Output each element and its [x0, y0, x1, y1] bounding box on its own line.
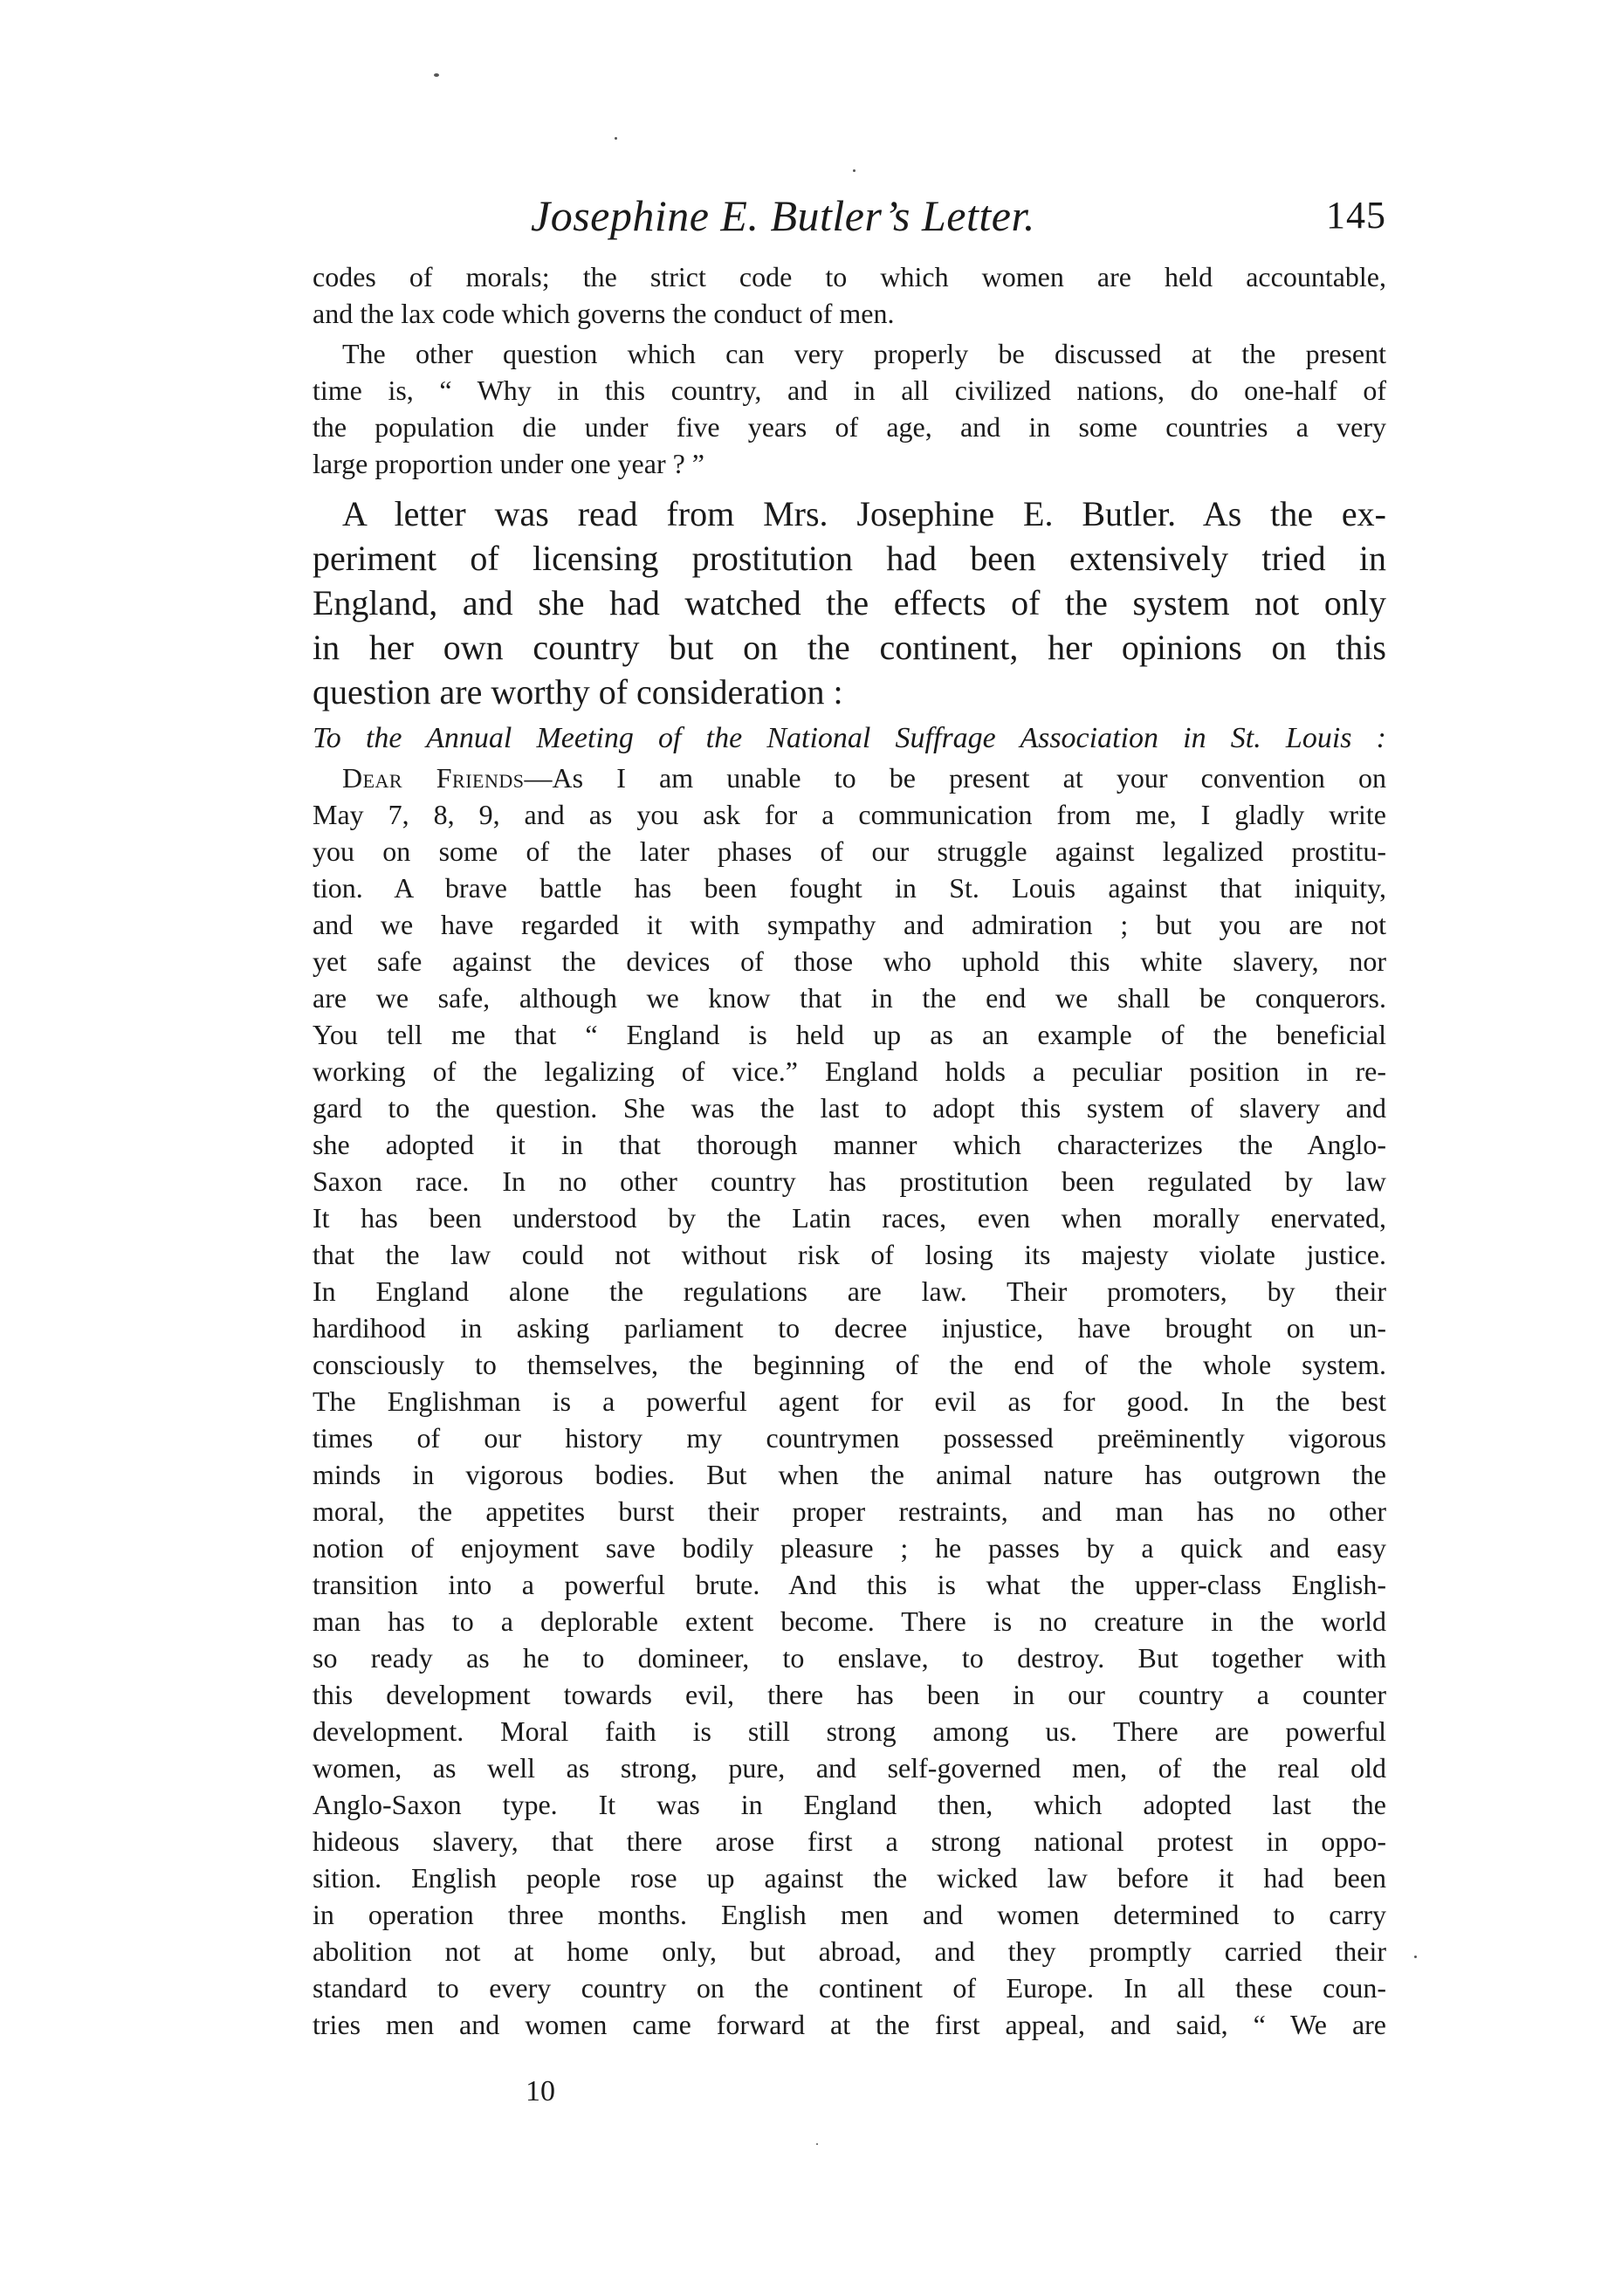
text-line: times of our history my countrymen possessed preëminently vigorous — [313, 1422, 1386, 1454]
running-title: Josephine E. Butler’s Letter. — [531, 191, 1035, 240]
text-line: tion. A brave battle has been fought in St. Louis against that iniquity, — [313, 872, 1386, 904]
text-line: hideous slavery, that there arose first a strong national protest in oppo- — [313, 1825, 1386, 1857]
text-line: you on some of the later phases of our struggle against legalized prostitu- — [313, 835, 1386, 867]
letter-body — [313, 760, 1386, 2043]
text-line: women, as well as strong, pure, and self-governed men, of the real old — [313, 1752, 1386, 1784]
page-number: 145 — [1326, 194, 1386, 237]
text-line: standard to every country on the continent of Europe. In all these coun- — [313, 1972, 1386, 2004]
text-line: time is, “ Why in this country, and in all civilized nations, do one-half of — [313, 375, 1386, 406]
text-line: question are worthy of consideration : — [313, 672, 843, 711]
text-line: You tell me that “ England is held up as an example of the beneficial — [313, 1019, 1386, 1050]
text-line: It has been understood by the Latin races, even when morally enervated, — [313, 1202, 1386, 1234]
text-line: moral, the appetites burst their proper restraints, and man has no other — [313, 1495, 1386, 1527]
text-line: England, and she had watched the effects of the system not only — [313, 583, 1386, 622]
paragraph-letter-intro — [313, 492, 1386, 714]
print-speck — [434, 73, 439, 77]
letter-address-line: To the Annual Meeting of the National Suffrage Association in St. Louis : — [313, 722, 1386, 754]
text-line: in her own country but on the continent, her opinions on this — [313, 628, 1386, 667]
text-line: large proportion under one year ? ” — [313, 448, 704, 479]
text-line: and the lax code which governs the conduct of men. — [313, 298, 895, 329]
text-line: yet safe against the devices of those who uphold this white slavery, nor — [313, 945, 1386, 977]
salutation: Dear Friends — [342, 762, 525, 794]
text-line: notion of enjoyment save bodily pleasure ; he passes by a quick and easy — [313, 1532, 1386, 1564]
running-head — [314, 185, 1386, 246]
text-line: that the law could not without risk of losing its majesty violate justice. — [313, 1239, 1386, 1270]
text-line: Saxon race. In no other country has prostitution been regulated by law — [313, 1165, 1386, 1197]
text-line: May 7, 8, 9, and as you ask for a communication from me, I gladly write — [313, 799, 1386, 830]
text-line: man has to a deplorable extent become. There is no creature in the world — [313, 1605, 1386, 1637]
text-line: this development towards evil, there has been in our country a counter — [313, 1679, 1386, 1710]
text-line: A letter was read from Mrs. Josephine E. Butler. As the ex- — [342, 494, 1386, 533]
text-line: hardihood in asking parliament to decree injustice, have brought on un- — [313, 1312, 1386, 1344]
print-speck — [853, 169, 855, 172]
text-line: abolition not at home only, but abroad, and they promptly carried their — [313, 1935, 1386, 1967]
print-speck — [1414, 1956, 1417, 1958]
signature-mark: 10 — [526, 2075, 555, 2107]
text-line: and we have regarded it with sympathy and admiration ; but you are not — [313, 909, 1386, 940]
text-line: minds in vigorous bodies. But when the animal nature has outgrown the — [313, 1459, 1386, 1490]
text-line: sition. English people rose up against the wicked law before it had been — [313, 1862, 1386, 1894]
text-line: in operation three months. English men and women determined to carry — [313, 1899, 1386, 1930]
text-line: tries men and women came forward at the first appeal, and said, “ We are — [313, 2009, 1386, 2040]
text-line: she adopted it in that thorough manner which characterizes the Anglo- — [313, 1129, 1386, 1160]
print-speck — [816, 2143, 818, 2145]
text-line: periment of licensing prostitution had been extensively tried in — [313, 539, 1386, 578]
text-line: The Englishman is a powerful agent for evil as for good. In the best — [313, 1385, 1386, 1417]
print-speck — [615, 137, 617, 140]
text-line: so ready as he to domineer, to enslave, to destroy. But together with — [313, 1642, 1386, 1674]
text-line: transition into a powerful brute. And this is what the upper-class English- — [313, 1569, 1386, 1600]
paragraph-codes-of-morals — [313, 258, 1386, 332]
text-line: codes of morals; the strict code to which women are held accountable, — [313, 261, 1386, 292]
text-line: development. Moral faith is still strong among us. There are powerful — [313, 1715, 1386, 1747]
letter-first-line — [313, 760, 1386, 796]
text-line: In England alone the regulations are law. Their promoters, by their — [313, 1275, 1386, 1307]
text-line: working of the legalizing of vice.” England holds a peculiar position in re- — [313, 1055, 1386, 1087]
first-line-rest: —As I am unable to be present at your convention on — [524, 762, 1387, 794]
text-line: are we safe, although we know that in the end we shall be conquerors. — [313, 982, 1386, 1014]
text-line: gard to the question. She was the last to adopt this system of slavery and — [313, 1092, 1386, 1124]
text-line: The other question which can very properly be discussed at the present — [342, 338, 1386, 369]
text-line: the population die under five years of age, and in some countries a very — [313, 411, 1386, 443]
paragraph-other-question — [313, 335, 1386, 482]
text-line: Anglo-Saxon type. It was in England then, which adopted last the — [313, 1789, 1386, 1820]
text-line: consciously to themselves, the beginning of the end of the whole system. — [313, 1349, 1386, 1380]
